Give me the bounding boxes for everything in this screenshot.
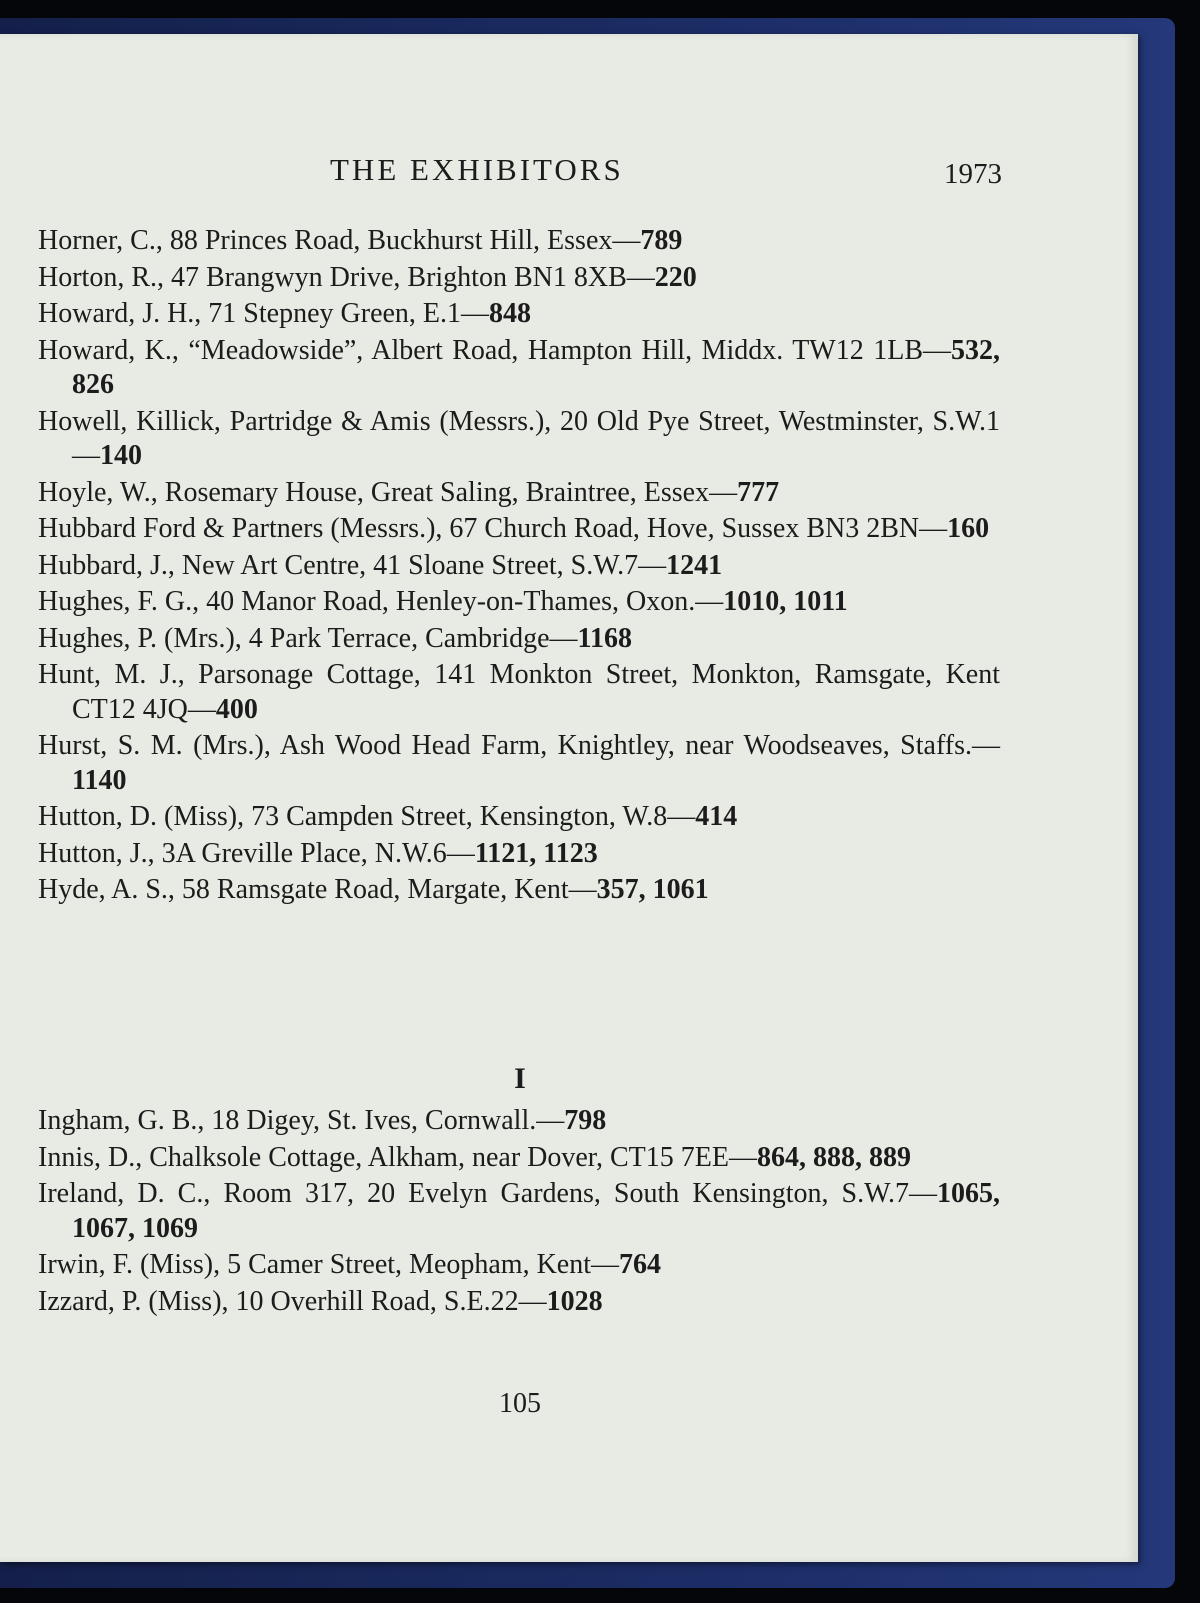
page-title: THE EXHIBITORS: [330, 152, 624, 187]
year-label: 1973: [944, 158, 1002, 190]
list-item: Hughes, F. G., 40 Manor Road, Henley-on-Thames, Oxon.—1010, 1011: [38, 586, 848, 617]
list-item: Hubbard, J., New Art Centre, 41 Sloane Street, S.W.7—1241: [38, 549, 723, 581]
list-item: Hutton, J., 3A Greville Place, N.W.6—1121, 1123: [38, 837, 598, 869]
list-item: Horner, C., 88 Princes Road, Buckhurst Hill, Essex—789: [38, 225, 683, 256]
list-item: Hughes, P. (Mrs.), 4 Park Terrace, Cambridge—1168: [38, 622, 632, 654]
page-number: 105: [499, 1388, 541, 1419]
list-item: Hoyle, W., Rosemary House, Great Saling, Braintree, Essex—777: [38, 476, 780, 508]
list-item: Ingham, G. B., 18 Digey, St. Ives, Cornwall.—798: [38, 1105, 607, 1136]
list-item: Innis, D., Chalksole Cottage, Alkham, near Dover, CT15 7EE—864, 888, 889: [38, 1141, 911, 1173]
list-item: Hurst, S. M. (Mrs.), Ash Wood Head Farm, Knightley, near Woodseaves, Staffs.—1140: [38, 730, 1000, 796]
exhibitor-list-h: [38, 224, 1000, 910]
list-item: Izzard, P. (Miss), 10 Overhill Road, S.E.22—1028: [38, 1285, 603, 1317]
list-item: Irwin, F. (Miss), 5 Camer Street, Meopham, Kent—764: [38, 1249, 661, 1280]
section-heading: I: [514, 1062, 526, 1095]
list-item: Howell, Killick, Partridge & Amis (Messrs.), 20 Old Pye Street, Westminster, S.W.1—140: [38, 405, 1000, 471]
list-item: Howard, J. H., 71 Stepney Green, E.1—848: [38, 298, 532, 329]
list-item: Hutton, D. (Miss), 73 Campden Street, Kensington, W.8—414: [38, 801, 738, 832]
list-item: Ireland, D. C., Room 317, 20 Evelyn Gardens, South Kensington, S.W.7—1065, 1067, 1069: [38, 1178, 1000, 1244]
list-item: Howard, K., “Meadowside”, Albert Road, Hampton Hill, Middx. TW12 1LB—532, 826: [38, 334, 1000, 400]
list-item: Hunt, M. J., Parsonage Cottage, 141 Monkton Street, Monkton, Ramsgate, Kent CT12 4JQ—400: [38, 659, 1000, 725]
list-item: Hubbard Ford & Partners (Messrs.), 67 Church Road, Hove, Sussex BN3 2BN—160: [38, 513, 990, 544]
book-page: [0, 34, 1138, 1562]
exhibitor-list-i: [38, 1104, 1000, 1321]
list-item: Horton, R., 47 Brangwyn Drive, Brighton BN1 8XB—220: [38, 261, 697, 293]
running-head: [40, 152, 1002, 192]
list-item: Hyde, A. S., 58 Ramsgate Road, Margate, Kent—357, 1061: [38, 874, 709, 905]
